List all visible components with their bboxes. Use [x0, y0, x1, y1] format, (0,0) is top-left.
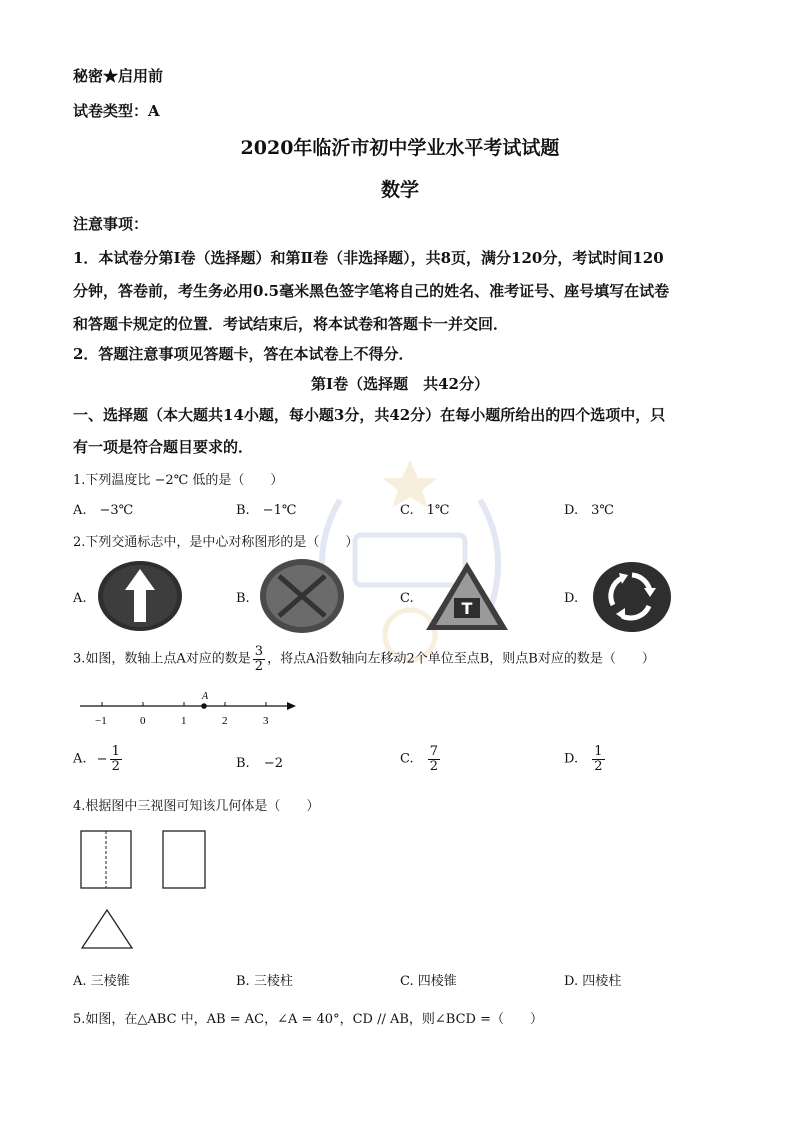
q3-point-a-label: A — [202, 691, 209, 702]
sign-c-t-junction-icon — [424, 560, 510, 632]
q4-side-view-figure — [162, 830, 206, 890]
notice-item2: 2．答题注意事项见答题卡，答在本试卷上不得分． — [73, 345, 414, 363]
q3-option-b — [236, 756, 283, 771]
q3-stem-denominator: 2 — [254, 658, 264, 674]
q3-tick-label: 3 — [263, 715, 269, 727]
q3-option-d-num: 1 — [594, 744, 603, 759]
q2-label-b: B. — [236, 591, 250, 606]
q2-label-c: C. — [400, 591, 414, 606]
sign-d-roundabout-icon — [592, 561, 672, 633]
q5-stem: 5.如图，在△ABC 中，AB = AC，∠A = 40°，CD // AB，则∠BCD =（ ） — [73, 1012, 543, 1027]
q3-stem-numerator: 3 — [254, 644, 264, 659]
q3-option-b-label: B. — [236, 756, 250, 771]
notice-heading: 注意事项： — [73, 215, 149, 233]
q2-stem: 2.下列交通标志中，是中心对称图形的是（ ） — [73, 535, 359, 550]
q3-option-a-fraction — [110, 745, 122, 773]
section1-heading: 第Ⅰ卷（选择题 共42分） — [311, 375, 489, 393]
q3-option-c-num: 7 — [429, 744, 439, 759]
q3-stem — [73, 645, 655, 673]
q4-option-d: D. 四棱柱 — [564, 974, 622, 989]
sign-a-arrow-icon — [97, 560, 183, 632]
q4-option-b: B. 三棱柱 — [236, 974, 293, 989]
q1-option-b: B. −1℃ — [236, 503, 297, 518]
q3-tick-label: 1 — [181, 715, 187, 727]
q1-stem: 1.下列温度比 −2℃ 低的是（ ） — [73, 473, 284, 488]
q1-option-c: C. 1℃ — [400, 503, 450, 518]
q2-label-d: D. — [564, 591, 579, 606]
q1-option-a: A. −3℃ — [73, 503, 134, 518]
q3-option-a-den: 2 — [111, 758, 120, 774]
q3-option-c-den: 2 — [429, 758, 439, 774]
q2-label-a: A. — [73, 591, 87, 606]
q3-option-a-num: 1 — [111, 744, 120, 759]
q4-option-a: A. 三棱锥 — [73, 974, 130, 989]
q3-option-d-den: 2 — [594, 758, 603, 774]
q3-option-a — [73, 745, 124, 773]
q3-number-line — [80, 690, 300, 730]
section1-instructions-line1: 一、选择题（本大题共14小题，每小题3分，共42分）在每小题所给出的四个选项中，只 — [73, 406, 666, 424]
sign-c-text: T — [461, 599, 473, 618]
q3-option-d-label: D. — [564, 751, 579, 767]
q3-option-c-fraction — [428, 745, 440, 773]
q3-option-b-value: −2 — [263, 756, 283, 771]
q3-option-c-label: C. — [400, 751, 414, 767]
q3-option-d-fraction — [592, 745, 604, 773]
q3-stem-fraction — [253, 645, 265, 673]
q3-option-a-label: A. — [73, 751, 87, 767]
q3-option-c — [400, 745, 442, 773]
q3-tick-label: 2 — [222, 715, 228, 727]
secret-label: 秘密★启用前 — [73, 67, 164, 85]
q3-point-a — [201, 703, 207, 709]
q4-option-c: C. 四棱锥 — [400, 974, 457, 989]
q3-stem-part2: ，将点A沿数轴向左移动2个单位至点B，则点B对应的数是（ ） — [267, 651, 655, 667]
q4-top-view-figure — [80, 908, 134, 950]
q3-stem-part1: 3.如图，数轴上点A对应的数是 — [73, 651, 251, 667]
q3-option-a-sign: − — [96, 751, 108, 767]
paper-type: 试卷类型：A — [73, 102, 160, 120]
notice-item1-line3: 和答题卡规定的位置．考试结束后，将本试卷和答题卡一并交回． — [73, 315, 509, 333]
q1-option-d: D. 3℃ — [564, 503, 614, 518]
q3-tick-label: 0 — [140, 715, 146, 727]
q4-stem: 4.根据图中三视图可知该几何体是（ ） — [73, 799, 320, 814]
page-title: 2020年临沂市初中学业水平考试试题 — [240, 137, 560, 159]
subject-title: 数学 — [380, 179, 419, 201]
notice-item1-line2: 分钟，答卷前，考生务必用0.5毫米黑色签字笔将自己的姓名、准考证号、座号填写在试卷 — [73, 282, 670, 300]
section1-instructions-line2: 有一项是符合题目要求的． — [73, 438, 254, 456]
sign-b-cross-icon — [259, 558, 345, 634]
q3-option-d — [564, 745, 607, 773]
q4-front-view-figure — [80, 830, 132, 890]
q3-tick-label: −1 — [95, 715, 107, 727]
notice-item1-line1: 1．本试卷分第Ⅰ卷（选择题）和第Ⅱ卷（非选择题），共8页，满分120分，考试时间120 — [73, 249, 664, 267]
